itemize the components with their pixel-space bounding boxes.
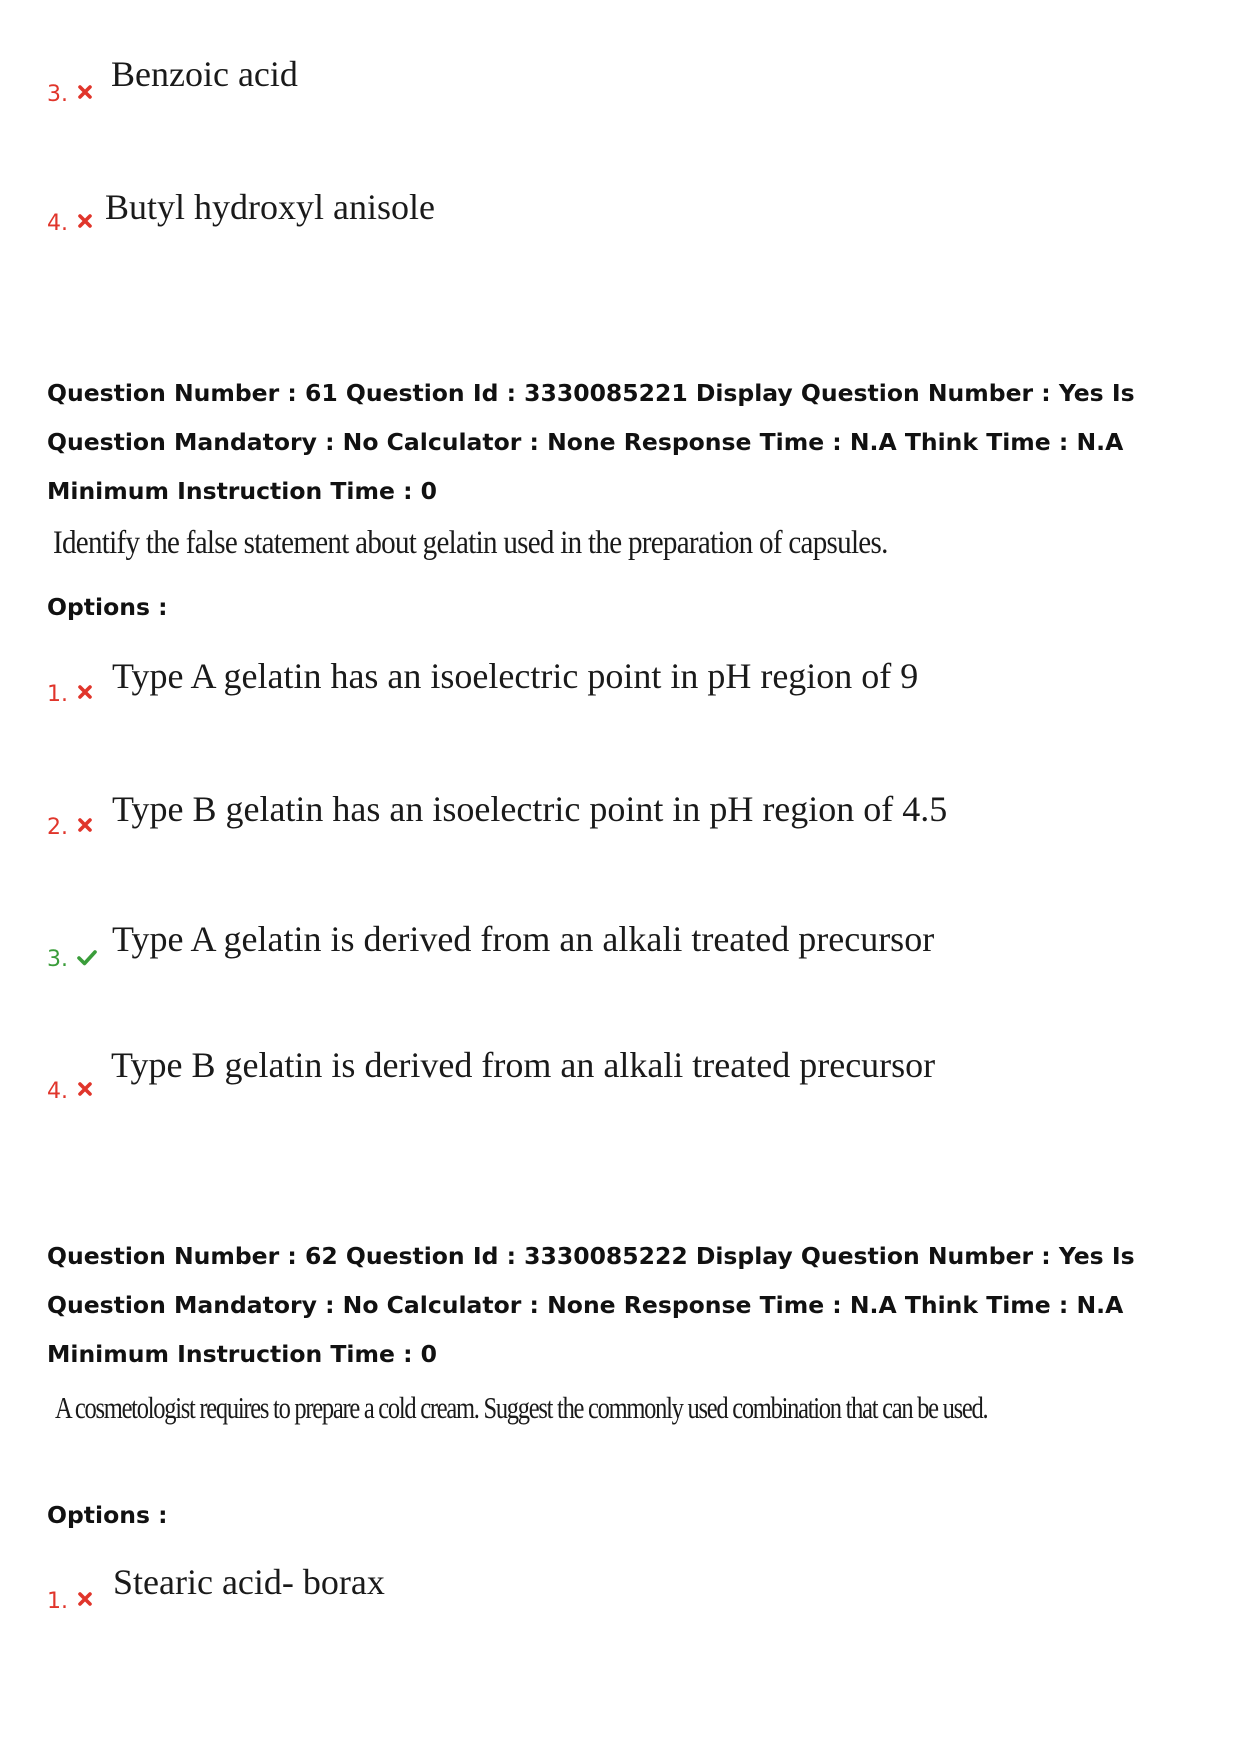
cross-icon: [77, 213, 93, 229]
option-text: Type B gelatin is derived from an alkali treated precursor: [111, 1045, 936, 1085]
option-number: 3.: [47, 947, 68, 972]
option-text: Type A gelatin is derived from an alkali treated precursor: [112, 919, 935, 959]
option-number: 3.: [47, 82, 68, 107]
option-number: 2.: [47, 815, 68, 840]
option-text: Type B gelatin has an isoelectric point in pH region of 4.5: [112, 789, 948, 829]
option-number: 1.: [47, 682, 68, 707]
options-label: Options :: [47, 593, 168, 621]
question-61-text: Identify the false statement about gelatin used in the preparation of capsules.: [53, 525, 888, 561]
cross-icon: [77, 84, 93, 100]
option-number: 4.: [47, 1079, 68, 1104]
cross-icon: [77, 1081, 93, 1097]
option-text: Benzoic acid: [111, 54, 298, 94]
cross-icon: [77, 817, 93, 833]
check-icon: [77, 949, 97, 967]
question-62-text: A cosmetologist requires to prepare a cold cream. Suggest the commonly used combination that can be used.: [55, 1390, 988, 1425]
question-62-header: Question Number : 62 Question Id : 3330085222 Display Question Number : Yes Is Question Mandatory : No Calculator : None Response Time : N.A Think Time : N.A Minimum Instruction Time : 0: [47, 1242, 1135, 1368]
option-text: Butyl hydroxyl anisole: [105, 187, 435, 227]
cross-icon: [77, 684, 93, 700]
option-text: Type A gelatin has an isoelectric point in pH region of 9: [112, 656, 919, 696]
option-number: 4.: [47, 211, 68, 236]
question-61-header: Question Number : 61 Question Id : 3330085221 Display Question Number : Yes Is Question Mandatory : No Calculator : None Response Time : N.A Think Time : N.A Minimum Instruction Time : 0: [47, 379, 1135, 505]
option-text: Stearic acid- borax: [113, 1562, 385, 1602]
cross-icon: [77, 1591, 93, 1607]
option-number: 1.: [47, 1589, 68, 1614]
options-label: Options :: [47, 1501, 168, 1529]
